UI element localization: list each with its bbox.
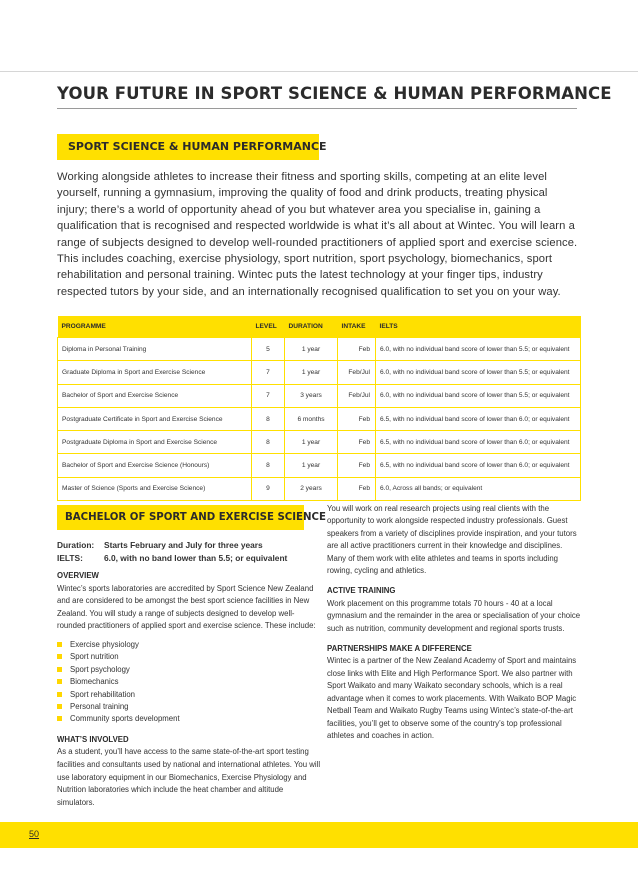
cell-level: 9 <box>252 477 285 500</box>
table-row <box>58 454 581 477</box>
cell-ielts: 6.0, with no individual band score of lower than 5.5; or equivalent <box>376 384 581 407</box>
list-item <box>57 676 321 688</box>
involved-heading: WHAT’S INVOLVED <box>57 734 129 744</box>
cell-duration: 3 years <box>285 384 338 407</box>
cell-programme: Master of Science (Sports and Exercise Science) <box>58 477 252 500</box>
cell-level: 7 <box>252 361 285 384</box>
cell-programme: Bachelor of Sport and Exercise Science (Honours) <box>58 454 252 477</box>
cell-intake: Feb/Jul <box>338 384 376 407</box>
cell-intake: Feb/Jul <box>338 361 376 384</box>
header-programme: PROGRAMME <box>58 316 252 338</box>
cell-level: 8 <box>252 454 285 477</box>
list-item-label: Community sports development <box>70 714 180 724</box>
intro-text: Working alongside athletes to increase their fitness and sporting skills, competing at an elite level yourself, running a gymnasium, improving the quality of food and drink products, treating physical injury; there’s a world of opportunity ahead of you but whatever area you specialise in, gaining a qualification that is recognised and respected worldwide is what it’s all about at Wintec. You will learn a range of subjects designed to develop well-rounded practitioners of applied sport and exercise science. This includes coaching, exercise physiology, sport nutrition, sport psychology, biomechanics, sport rehabilitation and personal training. Wintec puts the latest technology at your finger tips, industry respected tutors by your side, and an internationally recognised qualification to set you on your way. <box>57 171 578 298</box>
bullet-icon <box>57 704 62 709</box>
cell-intake: Feb <box>338 407 376 430</box>
list-item <box>57 701 321 713</box>
list-item <box>57 689 321 701</box>
list-item <box>57 664 321 676</box>
duration-label: Duration: <box>57 540 95 550</box>
cell-level: 7 <box>252 384 285 407</box>
table-row <box>58 477 581 500</box>
subject-list <box>57 639 321 726</box>
partners-heading: PARTNERSHIPS MAKE A DIFFERENCE <box>327 644 472 654</box>
bullet-icon <box>57 679 62 684</box>
partners-text: Wintec is a partner of the New Zealand Academy of Sport and maintains close links with Elite and High Performance Sport. We also partner with Sport Waikato and many Waikato secondary schools, which is a real advantage when it comes to work placements. With Waikato BOP Magic Netball Team and Waikato Rugby Teams using Wintec’s state-of-the-art facilities, you’ll get to observe some of the country’s top professional athletes and coaches in action. <box>327 656 577 740</box>
table-header-row <box>58 316 581 338</box>
cell-ielts: 6.0, Across all bands; or equivalent <box>376 477 581 500</box>
list-item-label: Personal training <box>70 702 129 711</box>
duration-row <box>57 539 327 552</box>
left-column <box>57 570 321 809</box>
training-heading: ACTIVE TRAINING <box>327 586 396 596</box>
programme-facts <box>57 539 327 564</box>
bachelor-banner: BACHELOR OF SPORT AND EXERCISE SCIENCE <box>57 505 304 530</box>
overview-text: Wintec’s sports laboratories are accredited by Sport Science New Zealand and are considered to be amongst the best sport science facilities in New Zealand. You will study a range of subjects designed to develop well-rounded practitioners of applied sport and exercise science. These include: <box>57 583 316 631</box>
table-row <box>58 338 581 361</box>
research-text: You will work on real research projects using real clients with the opportunity to work alongside respected industry professionals. Guest speakers from a variety of disciplines provide inspiration, and your tutors are all active practitioners current in their knowledge and disciplines. Many of them work with elite athletes and teams in sports including rowing, cycling and athletics. <box>327 504 577 576</box>
list-item <box>57 639 321 651</box>
cell-duration: 1 year <box>285 431 338 454</box>
cell-programme: Graduate Diploma in Sport and Exercise Science <box>58 361 252 384</box>
cell-level: 5 <box>252 338 285 361</box>
header-intake: INTAKE <box>338 316 376 338</box>
bullet-icon <box>57 692 62 697</box>
bullet-icon <box>57 642 62 647</box>
top-divider <box>0 71 638 72</box>
cell-ielts: 6.5, with no individual band score of lower than 6.0; or equivalent <box>376 454 581 477</box>
cell-programme: Diploma in Personal Training <box>58 338 252 361</box>
list-item-label: Sport psychology <box>70 664 130 674</box>
cell-programme: Postgraduate Diploma in Sport and Exercise Science <box>58 431 252 454</box>
table-row <box>58 361 581 384</box>
programme-table <box>57 316 581 501</box>
cell-duration: 1 year <box>285 454 338 477</box>
involved-text: As a student, you’ll have access to the same state-of-the-art sport testing facilities and consultants used by national and international athletes. You will use laboratory equipment in our Biomechanics, Exercise Physiology and Nutrition laboratories which include the heat chamber and altitude simulators. <box>57 747 321 807</box>
ielts-value: 6.0, with no band lower than 5.5; or equivalent <box>104 552 288 563</box>
cell-intake: Feb <box>338 431 376 454</box>
cell-duration: 1 year <box>285 361 338 384</box>
cell-programme: Postgraduate Certificate in Sport and Exercise Science <box>58 407 252 430</box>
cell-intake: Feb <box>338 338 376 361</box>
list-item <box>57 713 321 725</box>
ielts-label: IELTS: <box>57 552 83 563</box>
table-row <box>58 384 581 407</box>
cell-intake: Feb <box>338 454 376 477</box>
header-ielts: IELTS <box>376 316 581 338</box>
list-item-label: Biomechanics <box>70 677 119 687</box>
list-item <box>57 651 321 663</box>
header-duration: DURATION <box>285 316 338 338</box>
page-number: 50 <box>29 829 40 839</box>
cell-programme: Bachelor of Sport and Exercise Science <box>58 384 252 407</box>
table-row <box>58 431 581 454</box>
overview-heading: OVERVIEW <box>57 571 99 580</box>
bullet-icon <box>57 654 62 659</box>
list-item-label: Sport nutrition <box>70 652 119 662</box>
cell-intake: Feb <box>338 477 376 500</box>
cell-duration: 6 months <box>285 407 338 430</box>
table-row <box>58 407 581 430</box>
duration-value: Starts February and July for three years <box>104 540 263 550</box>
training-text: Work placement on this programme totals 70 hours - 40 at a local gymnasium and the remainder in the area or specialisation of your choice such as nutrition, community development and regional sports trusts. <box>327 598 581 633</box>
header-level: LEVEL <box>252 316 285 338</box>
cell-ielts: 6.5, with no individual band score of lower than 6.0; or equivalent <box>376 407 581 430</box>
ielts-row <box>57 552 327 565</box>
bullet-icon <box>57 716 62 721</box>
page-title: YOUR FUTURE IN SPORT SCIENCE & HUMAN PERFORMANCE <box>57 84 612 103</box>
footer-bar <box>0 822 638 848</box>
list-item-label: Sport rehabilitation <box>70 689 136 699</box>
title-divider <box>57 108 577 109</box>
right-column <box>327 503 583 742</box>
cell-duration: 2 years <box>285 477 338 500</box>
bullet-icon <box>57 667 62 672</box>
cell-level: 8 <box>252 431 285 454</box>
cell-ielts: 6.0, with no individual band score of lower than 5.5; or equivalent <box>376 338 581 361</box>
cell-ielts: 6.0, with no individual band score of lower than 5.5; or equivalent <box>376 361 581 384</box>
cell-level: 8 <box>252 407 285 430</box>
intro-paragraph <box>57 169 579 300</box>
section-banner: SPORT SCIENCE & HUMAN PERFORMANCE <box>57 134 319 160</box>
cell-ielts: 6.5, with no individual band score of lower than 6.0; or equivalent <box>376 431 581 454</box>
cell-duration: 1 year <box>285 338 338 361</box>
list-item-label: Exercise physiology <box>70 639 139 649</box>
